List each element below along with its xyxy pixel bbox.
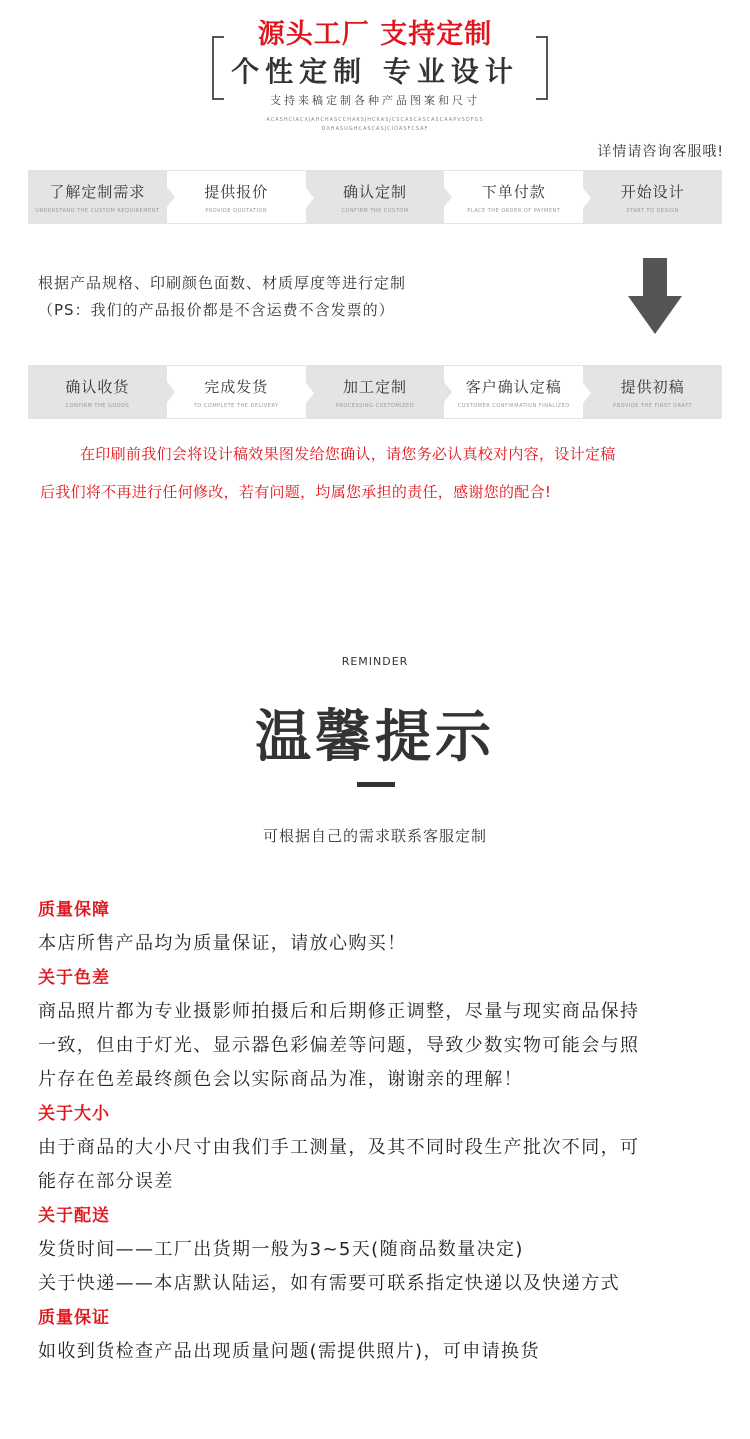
draft-confirmation-notice-line-2: 后我们将不再进行任何修改，若有问题，均属您承担的责任，感谢您的配合!	[40, 483, 552, 501]
chevron-right-icon	[167, 187, 175, 207]
step-label-en: PROVIDE QUOTATION	[205, 207, 268, 214]
banner-subtitle: 个性定制 专业设计	[231, 55, 519, 88]
chevron-right-icon	[583, 383, 591, 403]
step-label: 提供报价	[204, 182, 269, 201]
step-label-en: PLACE THE ORDER OF PAYMENT	[467, 207, 561, 214]
decorative-letters-line-2: DXHASUGHCASCASJCIOASFCSAF	[321, 126, 429, 132]
tips-list	[38, 893, 718, 1369]
chevron-right-icon	[444, 382, 452, 402]
step-label-en: TO COMPLETE THE DELIVERY	[193, 402, 279, 409]
arrow-down-icon	[628, 258, 682, 334]
tip-text: 发货时间——工厂出货期一般为3~5天(随商品数量决定)	[38, 1239, 524, 1260]
process-description: 根据产品规格、印刷颜色面数、材质厚度等进行定制	[38, 274, 407, 292]
chevron-right-icon	[167, 382, 175, 402]
step-label: 下单付款	[481, 182, 546, 201]
process-ps-note: （PS：我们的产品报价都是不含运费不含发票的）	[38, 301, 395, 319]
step-processing-customized	[306, 365, 445, 419]
process-row-2	[28, 365, 722, 419]
tip-text: 关于快递——本店默认陆运，如有需要可联系指定快递以及快递方式	[38, 1273, 620, 1294]
step-confirm-goods	[28, 365, 167, 419]
step-label: 提供初稿	[620, 377, 685, 396]
step-provide-quotation	[167, 170, 306, 224]
step-start-design	[583, 170, 722, 224]
consult-service-note: 详情请咨询客服哦!	[597, 144, 724, 160]
process-row-1	[28, 170, 722, 224]
step-label-en: CONFIRM THE GOODS	[65, 402, 130, 409]
reminder-divider	[357, 782, 395, 787]
step-label-en: START TO DESIGN	[626, 207, 679, 214]
banner-headline: 源头工厂 支持定制	[257, 19, 493, 50]
step-label: 了解定制需求	[49, 182, 146, 201]
tip-heading-guarantee: 质量保证	[38, 1308, 110, 1328]
tip-text: 由于商品的大小尺寸由我们手工测量，及其不同时段生产批次不同，可	[38, 1137, 640, 1158]
tip-text: 片存在色差最终颜色会以实际商品为准，谢谢亲的理解！	[38, 1069, 523, 1090]
tip-text: 如收到货检查产品出现质量问题(需提供照片)，可申请换货	[38, 1341, 540, 1362]
step-label: 完成发货	[204, 377, 269, 396]
chevron-right-icon	[583, 188, 591, 208]
reminder-subtitle: 可根据自己的需求联系客服定制	[262, 827, 487, 845]
tip-heading-delivery: 关于配送	[38, 1206, 110, 1226]
step-label: 开始设计	[620, 182, 685, 201]
tip-text: 商品照片都为专业摄影师拍摄后和后期修正调整，尽量与现实商品保持	[38, 1001, 640, 1022]
chevron-right-icon	[306, 383, 314, 403]
step-label: 确认定制	[342, 182, 407, 201]
step-label: 确认收货	[65, 377, 130, 396]
step-confirm-custom	[306, 170, 445, 224]
step-label-en: PROVIDE THE FIRST DRAFT	[613, 402, 693, 409]
step-complete-delivery	[167, 365, 306, 419]
reminder-label-en: REMINDER	[341, 655, 409, 668]
tip-heading-color: 关于色差	[38, 968, 110, 988]
tip-text: 一致，但由于灯光、显示器色彩偏差等问题，导致少数实物可能会与照	[38, 1035, 640, 1056]
step-label-en: CUSTOMER CONFIRMATION FINALIZED	[457, 402, 570, 409]
decorative-letters-line-1: ACASHCIACXJAHCHASCCHAKSJHCKASJCSCASCASCASCAAPVSDFGS	[266, 117, 484, 123]
step-label-en: CONFIRM THE CUSTOM	[341, 207, 409, 214]
step-place-order	[444, 170, 583, 224]
chevron-right-icon	[444, 187, 452, 207]
banner-tagline: 支持来稿定制各种产品图案和尺寸	[270, 94, 480, 107]
tip-text: 本店所售产品均为质量保证，请放心购买！	[38, 933, 407, 954]
reminder-title: 温馨提示	[255, 705, 495, 770]
step-label: 客户确认定稿	[465, 377, 562, 396]
tip-heading-quality: 质量保障	[38, 900, 110, 920]
step-provide-first-draft	[583, 365, 722, 419]
step-understand-requirement	[28, 170, 167, 224]
draft-confirmation-notice-line-1: 在印刷前我们会将设计稿效果图发给您确认，请您务必认真校对内容，设计定稿	[80, 445, 616, 463]
tip-text: 能存在部分误差	[38, 1171, 174, 1192]
step-label-en: PROCESSING CUSTOMIZED	[335, 402, 415, 409]
chevron-right-icon	[306, 188, 314, 208]
step-customer-confirm-final	[444, 365, 583, 419]
tip-heading-size: 关于大小	[38, 1104, 110, 1124]
step-label-en: UNDERSTAND THE CUSTOM REQUIREMENT	[35, 207, 160, 214]
step-label: 加工定制	[342, 377, 407, 396]
